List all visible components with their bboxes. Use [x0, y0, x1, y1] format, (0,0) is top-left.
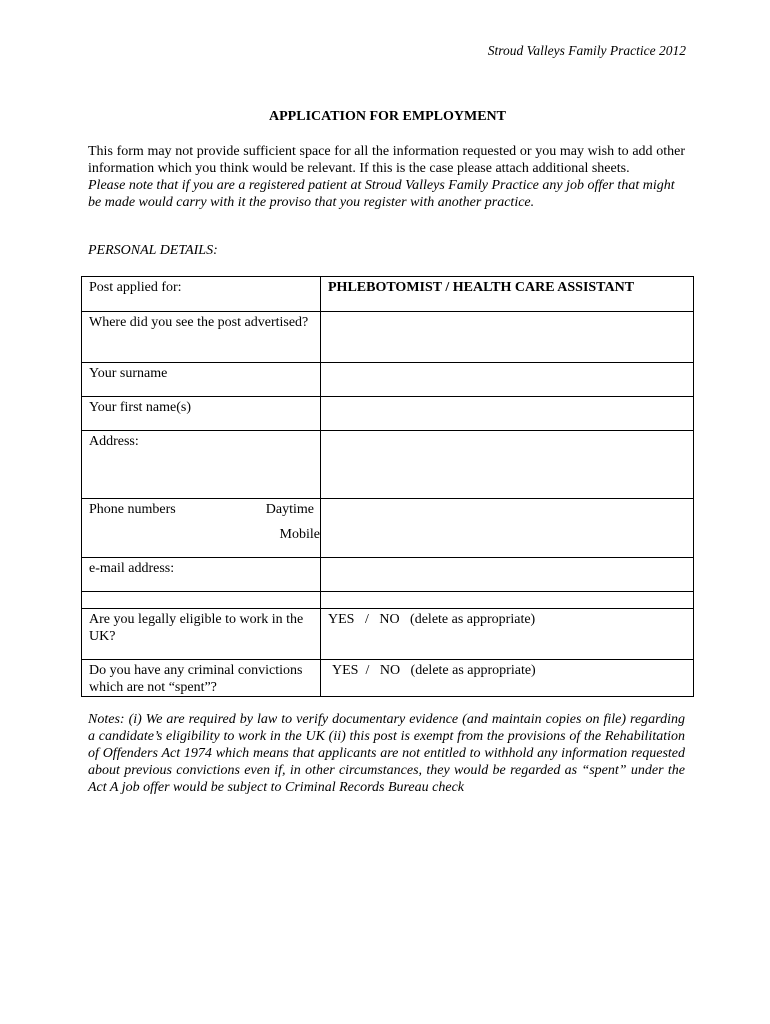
post-applied-value: PHLEBOTOMIST / HEALTH CARE ASSISTANT — [321, 277, 694, 312]
spacer-cell-left — [82, 592, 321, 609]
phone-mobile-label: Mobile — [279, 527, 320, 542]
email-field[interactable] — [321, 558, 694, 592]
firstname-field[interactable] — [321, 397, 694, 431]
firstname-label: Your first name(s) — [82, 397, 321, 431]
convictions-value[interactable]: YES / NO (delete as appropriate) — [321, 660, 694, 697]
table-row-eligibility — [82, 609, 694, 660]
table-row-advertised — [82, 312, 694, 363]
table-row-surname — [82, 363, 694, 397]
convictions-label: Do you have any criminal convictions which are not “spent”? — [82, 660, 321, 697]
spacer-cell-right — [321, 592, 694, 609]
table-row-firstname — [82, 397, 694, 431]
post-applied-label: Post applied for: — [82, 277, 321, 312]
table-row-email — [82, 558, 694, 592]
table-row-post — [82, 277, 694, 312]
phone-numbers-cell — [82, 499, 321, 558]
email-label: e-mail address: — [82, 558, 321, 592]
table-row-phone — [82, 499, 694, 558]
table-row-address — [82, 431, 694, 499]
intro-paragraph: This form may not provide sufficient space for all the information requested or you may wish to add other information which you think would be relevant. If this is the case please attach additional sheets. — [88, 144, 685, 176]
section-heading-personal-details: PERSONAL DETAILS: — [88, 243, 218, 258]
table-row-spacer — [82, 592, 694, 609]
page-title: APPLICATION FOR EMPLOYMENT — [269, 109, 506, 124]
table-row-convictions — [82, 660, 694, 697]
advertised-label: Where did you see the post advertised? — [82, 312, 321, 363]
header-practice-year: Stroud Valleys Family Practice 2012 — [487, 43, 686, 58]
eligible-label: Are you legally eligible to work in the UK? — [82, 609, 321, 660]
personal-details-table — [81, 276, 694, 697]
surname-label: Your surname — [82, 363, 321, 397]
surname-field[interactable] — [321, 363, 694, 397]
notes-paragraph: Notes: (i) We are required by law to verify documentary evidence (and maintain copies on file) regarding a candidate’s eligibility to work in the UK (ii) this post is exempt from the provisions of the Rehabilitation of Offenders Act 1974 which means that applicants are not entitled to withhold any information requested about previous convictions even if, in other circumstances, they would be regarded as “spent” under the Act A job offer would be subject to Criminal Records Bureau check — [88, 712, 685, 795]
address-label: Address: — [82, 431, 321, 499]
intro-block — [88, 143, 685, 211]
registered-patient-note: Please note that if you are a registered patient at Stroud Valleys Family Practice any job offer that might be made would carry with it the proviso that you register with another practice. — [88, 178, 675, 210]
address-field[interactable] — [321, 431, 694, 499]
phone-numbers-field[interactable] — [321, 499, 694, 558]
advertised-field[interactable] — [321, 312, 694, 363]
phone-numbers-label: Phone numbers — [89, 502, 176, 517]
phone-daytime-label: Daytime — [265, 502, 314, 517]
eligible-value[interactable]: YES / NO (delete as appropriate) — [321, 609, 694, 660]
